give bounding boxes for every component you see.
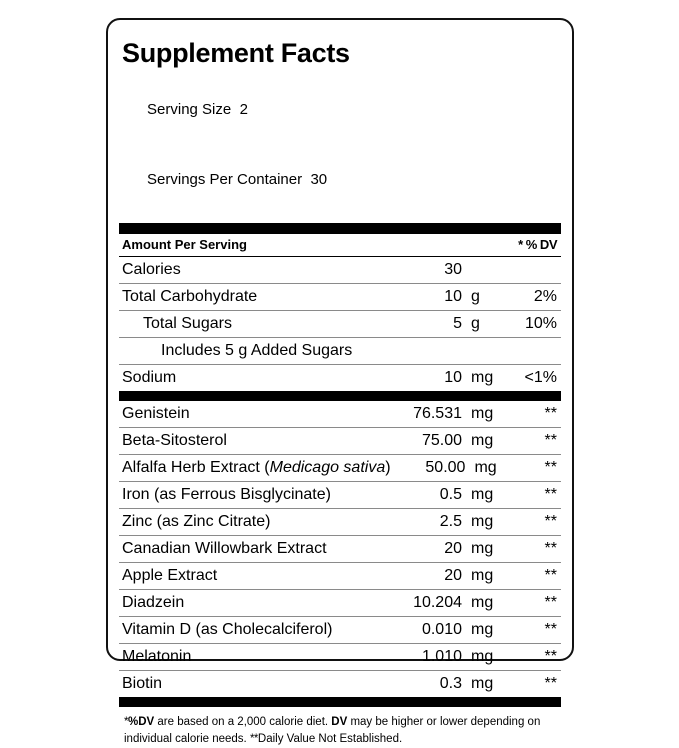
ingredient-unit: mg: [471, 594, 494, 612]
serving-size-value: 2: [239, 100, 248, 118]
ingredient-name-tail: ): [385, 459, 391, 477]
serving-size-gap: [231, 101, 239, 118]
nutrient-dv: 2%: [533, 288, 557, 306]
amount-per-serving-label: Amount Per Serving: [122, 237, 247, 253]
ingredient-name: Diadzein: [122, 594, 185, 612]
ingredient-row-zinc: [119, 509, 561, 535]
daily-value-header: * % DV: [518, 237, 557, 253]
nutrient-name: Sodium: [122, 369, 177, 387]
ingredient-name: Vitamin D (as Cholecalciferol): [122, 621, 333, 639]
nutrient-amount: 10: [444, 369, 462, 387]
nutrient-row-added-sugars: [119, 338, 561, 364]
ingredient-row-genistein: [119, 401, 561, 427]
ingredient-unit: mg: [474, 459, 497, 477]
ingredient-unit: mg: [471, 648, 494, 666]
footnote-text-1: are based on a 2,000 calorie diet.: [154, 716, 332, 729]
ingredient-unit: mg: [471, 432, 494, 450]
ingredient-row-diadzein: [119, 590, 561, 616]
ingredient-row-apple-extract: [119, 563, 561, 589]
nutrient-amount: 30: [444, 261, 462, 279]
divider-thick-top: [119, 223, 561, 234]
ingredient-name: Biotin: [122, 675, 163, 693]
ingredient-unit: mg: [471, 405, 494, 423]
ingredient-row-vitamin-d: [119, 617, 561, 643]
ingredient-amount: 1.010: [421, 648, 462, 666]
ingredient-unit: mg: [471, 513, 494, 531]
footnote-text-3: Daily Value Not Established.: [257, 732, 403, 745]
footnote-dv-abbrev-2: DV: [331, 716, 348, 729]
footnote: [119, 714, 561, 747]
ingredient-amount: 50.00: [425, 459, 466, 477]
ingredient-row-melatonin: [119, 644, 561, 670]
nutrient-unit: mg: [471, 369, 494, 387]
nutrient-name: Includes 5 g Added Sugars: [161, 342, 353, 360]
ingredient-name: Melatonin: [122, 648, 192, 666]
ingredient-name: Iron (as Ferrous Bisglycinate): [122, 486, 331, 504]
ingredient-dv: **: [544, 540, 557, 558]
ingredient-unit: mg: [471, 621, 494, 639]
ingredient-amount: 2.5: [439, 513, 462, 531]
ingredient-amount: 0.010: [421, 621, 462, 639]
ingredient-name-botanical: Medicago sativa: [269, 459, 386, 477]
ingredient-name: [119, 459, 391, 477]
page-title: Supplement Facts: [122, 38, 350, 68]
ingredient-row-biotin: [119, 671, 561, 697]
ingredient-dv: **: [544, 675, 557, 693]
nutrient-amount: 10: [444, 288, 462, 306]
serving-size-label: Serving Size: [147, 100, 232, 118]
ingredient-amount: 76.531: [413, 405, 462, 423]
ingredient-amount: 0.5: [439, 486, 462, 504]
nutrient-name: Calories: [122, 261, 181, 279]
ingredient-name-plain: Alfalfa Herb Extract (: [122, 459, 270, 477]
nutrient-row-sodium: [119, 365, 561, 391]
ingredient-row-iron: [119, 482, 561, 508]
ingredient-name: Beta-Sitosterol: [122, 432, 227, 450]
ingredient-dv: **: [544, 648, 557, 666]
ingredient-dv: **: [544, 513, 557, 531]
ingredient-row-alfalfa-herb-extract: [119, 455, 561, 481]
nutrient-row-total-carbohydrate: [119, 284, 561, 310]
servings-per-container-line: [122, 144, 561, 214]
nutrient-name: Total Carbohydrate: [122, 288, 258, 306]
ingredient-name: Zinc (as Zinc Citrate): [122, 513, 271, 531]
ingredient-unit: mg: [471, 567, 494, 585]
ingredient-dv: **: [544, 459, 557, 477]
ingredient-name: Genistein: [122, 405, 190, 423]
nutrient-row-calories: [119, 257, 561, 283]
nutrient-dv: <1%: [524, 369, 557, 387]
divider-thick-middle: [119, 391, 561, 401]
ingredient-amount: 20: [444, 540, 462, 558]
nutrient-unit: g: [471, 315, 480, 333]
servings-per-container-label: Servings Per Container: [147, 170, 303, 188]
supplement-facts-inner: [119, 33, 561, 745]
footnote-text-2: may be higher or lower depending on individual calorie needs.: [124, 716, 541, 745]
ingredient-dv: **: [544, 594, 557, 612]
ingredient-dv: **: [544, 621, 557, 639]
ingredient-amount: 0.3: [439, 675, 462, 693]
ingredient-dv: **: [544, 567, 557, 585]
footnote-dv-abbrev-1: %DV: [127, 716, 155, 729]
footnote-double-star: **: [249, 732, 258, 745]
ingredient-dv: **: [544, 405, 557, 423]
ingredient-amount: 75.00: [421, 432, 462, 450]
ingredient-name: Apple Extract: [122, 567, 218, 585]
ingredient-unit: mg: [471, 540, 494, 558]
ingredient-row-beta-sitosterol: [119, 428, 561, 454]
footnote-star: *: [124, 716, 128, 729]
amount-per-serving-header: [119, 234, 561, 256]
nutrient-amount: 5: [453, 315, 462, 333]
nutrient-row-total-sugars: [119, 311, 561, 337]
ingredient-dv: **: [544, 432, 557, 450]
ingredient-dv: **: [544, 486, 557, 504]
nutrient-dv: 10%: [524, 315, 557, 333]
supplement-facts-panel: [106, 18, 574, 745]
ingredient-amount: 10.204: [413, 594, 462, 612]
servings-per-container-value: 30: [310, 170, 328, 188]
serving-size-line: [122, 75, 561, 145]
ingredient-name: Canadian Willowbark Extract: [122, 540, 327, 558]
ingredient-unit: mg: [471, 486, 494, 504]
nutrient-name: Total Sugars: [143, 315, 232, 333]
divider-thick-bottom: [119, 697, 561, 707]
ingredient-row-canadian-willowbark-extract: [119, 536, 561, 562]
ingredient-unit: mg: [471, 675, 494, 693]
ingredient-amount: 20: [444, 567, 462, 585]
nutrient-unit: g: [471, 288, 480, 306]
